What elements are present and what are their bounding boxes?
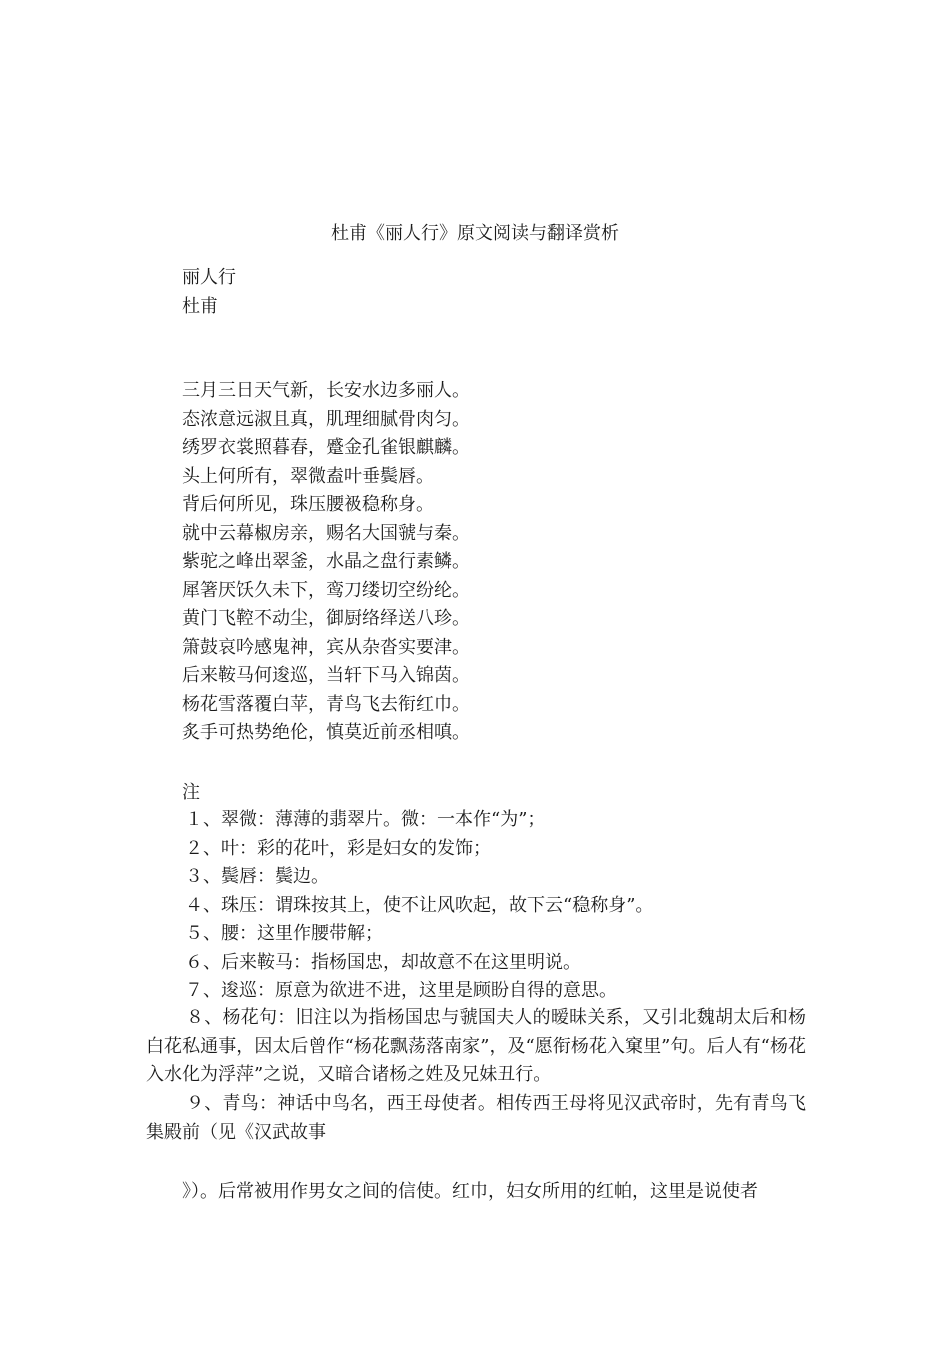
- poem-line: 绣罗衣裳照暮春，蹙金孔雀银麒麟。: [182, 437, 470, 458]
- note-item: １、翠微：薄薄的翡翠片。微：一本作“为”；: [185, 809, 546, 830]
- poem-line: 背后何所见，珠压腰衱稳称身。: [182, 494, 434, 515]
- note-item: ２、叶：彩的花叶，彩是妇女的发饰；: [185, 838, 491, 859]
- poem-line: 头上何所有，翠微盍叶垂鬓唇。: [182, 466, 434, 487]
- notes-heading: 注: [182, 782, 200, 803]
- poem-line: 就中云幕椒房亲，赐名大国虢与秦。: [182, 523, 470, 544]
- note-item: ５、腰：这里作腰带解；: [185, 923, 383, 944]
- poem-line: 后来鞍马何逡巡，当轩下马入锦茵。: [182, 665, 470, 686]
- poem-line: 炙手可热势绝伦，慎莫近前丞相嗔。: [182, 722, 470, 743]
- note-item: ６、后来鞍马：指杨国忠，却故意不在这里明说。: [185, 952, 581, 973]
- poem-line: 态浓意远淑且真，肌理细腻骨肉匀。: [182, 409, 470, 430]
- note-item: ７、逡巡：原意为欲进不进，这里是顾盼自得的意思。: [185, 980, 617, 1001]
- note-item-8: ８、杨花句：旧注以为指杨国忠与虢国夫人的暧昧关系，又引北魏胡太后和杨白花私通事，因太后曾作“杨花飘荡落南家”，及“愿衔杨花入窠里”句。后人有“杨花入水化为浮萍”之说，又暗合诸杨之姓及兄妹丑行。: [146, 1007, 806, 1085]
- note-item-9: ９、青鸟：神话中鸟名，西王母使者。相传西王母将见汉武帝时，先有青鸟飞集殿前（见《汉武故事: [146, 1093, 806, 1143]
- poem-line: 犀箸厌饫久未下，鸾刀缕切空纷纶。: [182, 580, 470, 601]
- poem-line: 箫鼓哀吟感鬼神，宾从杂沓实要津。: [182, 637, 470, 658]
- poem-author: 杜甫: [182, 296, 218, 317]
- poem-line: 三月三日天气新，长安水边多丽人。: [182, 380, 470, 401]
- poem-title: 丽人行: [182, 267, 236, 288]
- note-item: ４、珠压：谓珠按其上，使不让风吹起，故下云“稳称身”。: [185, 895, 654, 916]
- poem-line: 紫驼之峰出翠釜，水晶之盘行素鳞。: [182, 551, 470, 572]
- poem-line: 黄门飞鞚不动尘，御厨络绎送八珍。: [182, 608, 470, 629]
- poem-line: 杨花雪落覆白苹，青鸟飞去衔红巾。: [182, 694, 470, 715]
- note-item: ３、鬓唇：鬓边。: [185, 866, 329, 887]
- page-title: 杜甫《丽人行》原文阅读与翻译赏析: [331, 223, 619, 244]
- note-item-9-continuation: 》）。后常被用作男女之间的信使。红巾，妇女所用的红帕，这里是说使者: [182, 1181, 758, 1202]
